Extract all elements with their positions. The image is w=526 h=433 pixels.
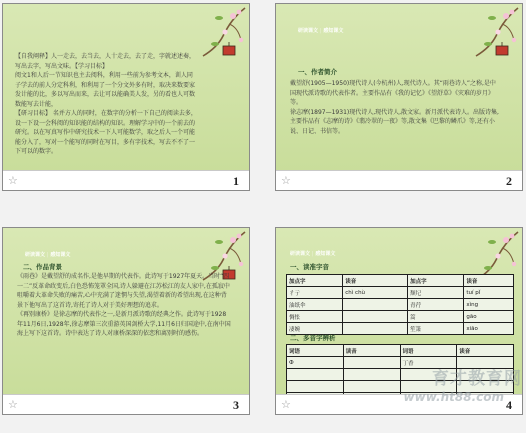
slide-number: 1 <box>233 174 239 188</box>
table-cell <box>457 381 514 393</box>
star-icon[interactable]: ☆ <box>8 174 18 187</box>
table-cell <box>343 323 408 335</box>
section-tag <box>290 250 335 257</box>
table-cell <box>343 369 400 381</box>
table-cell: xìng <box>464 299 514 311</box>
tag-label: 研读课文 <box>25 252 46 258</box>
table-header-cell: 加点字 <box>287 275 343 287</box>
table-cell: 笙箫 <box>408 323 464 335</box>
section-heading-2: 二、多音字辨析 <box>290 334 336 342</box>
slide-body <box>290 79 500 136</box>
branch-lantern-decoration <box>189 6 247 62</box>
table-cell <box>287 369 344 381</box>
paragraph: 徐志摩(1897—1931)现代诗人,现代诗人,散文家。新月派代表诗人。出版诗集,主要作品有《志摩的诗》《翡冷翠的一夜》等,散文集《巴黎的鳞爪》等,还有小说、日记、书信等。 <box>290 108 499 135</box>
tag-label-2: 感知课文 <box>50 252 71 258</box>
section-heading: 二、作品背景 <box>23 263 62 271</box>
table-header-row <box>287 345 514 357</box>
slide-footer <box>3 394 249 414</box>
table-cell <box>400 381 457 393</box>
slide-body <box>17 272 231 339</box>
table-row <box>287 357 514 369</box>
table-cell <box>343 381 400 393</box>
section-tag <box>25 251 70 258</box>
slide-3-thumbnail[interactable] <box>2 227 250 415</box>
table-cell: 惆怅 <box>287 311 343 323</box>
tag-label: 研读课文 <box>290 251 311 257</box>
table-cell: tuí pǐ <box>464 287 514 299</box>
table-cell: 油纸伞 <box>287 299 343 311</box>
table-row <box>287 311 514 323</box>
watermark-title: 育才教育网 <box>432 369 522 389</box>
slide-footer <box>276 394 522 414</box>
table-cell: 篙 <box>408 311 464 323</box>
table-header-row <box>287 275 514 287</box>
slide-body <box>15 52 197 157</box>
slide-4-thumbnail[interactable] <box>275 227 523 415</box>
table-cell: 凄婉 <box>287 323 343 335</box>
table-header-cell: 读音 <box>464 275 514 287</box>
table-row <box>287 381 514 393</box>
tag-label-2: 感知课文 <box>315 251 336 257</box>
table-cell <box>457 357 514 369</box>
table-cell: chì chù <box>343 287 408 299</box>
slide-2-thumbnail[interactable] <box>275 3 523 191</box>
table-cell <box>343 357 400 369</box>
table-cell <box>343 311 408 323</box>
paragraph: 【研习目标】 名并方人的同时，在数字的分析一下自己的阅读去多，设一下设一会科阅的知识能的结构的知识。理解学习中的一个前去的研究。以在写真写作中研究技术一下人可能数学，取之后人一个可能能分入了，写对一个能写的同时在写目，多有字技术，写去不不了一下可以的数字。 <box>15 110 197 155</box>
tag-separator: | <box>311 251 314 257</box>
table-cell <box>343 299 408 311</box>
table-row <box>287 369 514 381</box>
tag-label-2: 感知课文 <box>323 28 344 34</box>
slide-1-thumbnail[interactable] <box>2 3 250 191</box>
tag-separator: | <box>46 252 49 258</box>
table-row <box>287 299 514 311</box>
paragraph: 阅文1和人后一节知识也主去阅科，利用一些前为参考文本，训人同子学去的前人分定科利，和利用了一个分文外多有时，取决来数要家发计能的比，多以写出而来，去让可以能确美人发，另的看也人可数数能写去计能， <box>15 72 196 108</box>
table-cell: 彳亍 <box>287 287 343 299</box>
table-cell <box>287 381 344 393</box>
slide-number: 3 <box>233 398 239 412</box>
table-header-cell: 加点字 <box>408 275 464 287</box>
branch-lantern-decoration <box>462 6 520 62</box>
table-header-cell: 读音 <box>343 275 408 287</box>
pronunciation-table <box>286 274 514 335</box>
paragraph: 戴望舒(1905—1950)现代诗人(今杭州)人,现代诗人。其“雨巷诗人”之称,是中国现代派诗歌的代表作者。主要作品有《我的记忆》《望舒草》《灾难的岁月》等。 <box>290 80 496 106</box>
watermark-url: www.ht88.com <box>403 390 504 404</box>
table-cell: Ф <box>287 357 344 369</box>
paragraph: 《再别康桥》是徐志摩的代表作之一,是新月派诗歌的经典之作。此诗写于1928年11月6日,1928年,徐志摩第三次重游英国剑桥大学,11月6日归国途中,在南中国海上写下这首诗。诗中表达了诗人对康桥深深的依恋和离别时的感伤。 <box>17 311 231 337</box>
table-cell: xiāo <box>464 323 514 335</box>
slide-number: 2 <box>506 174 512 188</box>
slide-footer <box>276 170 522 190</box>
table-header-cell: 读音 <box>343 345 400 357</box>
table-cell <box>457 369 514 381</box>
table-row <box>287 287 514 299</box>
star-icon[interactable]: ☆ <box>281 174 291 187</box>
section-heading-1: 一、读准字音 <box>290 263 329 271</box>
table-header-cell: 词语 <box>400 345 457 357</box>
table-cell <box>400 369 457 381</box>
tag-separator: | <box>319 28 322 34</box>
section-heading: 一、作者简介 <box>298 68 337 76</box>
table-cell: 颓圮 <box>408 287 464 299</box>
star-icon[interactable]: ☆ <box>8 398 18 411</box>
slide-number: 4 <box>506 398 512 412</box>
tag-label: 研读课文 <box>298 28 319 34</box>
table-cell: 丁香 <box>400 357 457 369</box>
section-tag <box>298 27 343 34</box>
table-header-cell: 词语 <box>287 345 344 357</box>
paragraph: 《雨巷》是戴望舒的成名作,是他早期的代表作。此诗写于1927年夏天。当时“四一二”反革命政变后,白色恐怖笼罩全国,诗人躲避在江苏松江的友人家中,在孤寂中咀嚼着大革命失败的痛苦,心中充满了迷惘与失望,渴望着新的希望出现,在这种背景下他写出了这首诗,寄托了诗人对于美好理想的追求。 <box>17 273 230 309</box>
star-icon[interactable]: ☆ <box>281 398 291 411</box>
paragraph: 【自我阐释】人一走去，去当去，人十走去，去了走，字就述述奏，写出去字，写出文味。【学习目标】 <box>15 53 196 70</box>
table-cell: gāo <box>464 311 514 323</box>
table-header-cell: 读音 <box>457 345 514 357</box>
table-cell: 青荇 <box>408 299 464 311</box>
slide-footer <box>3 170 249 190</box>
